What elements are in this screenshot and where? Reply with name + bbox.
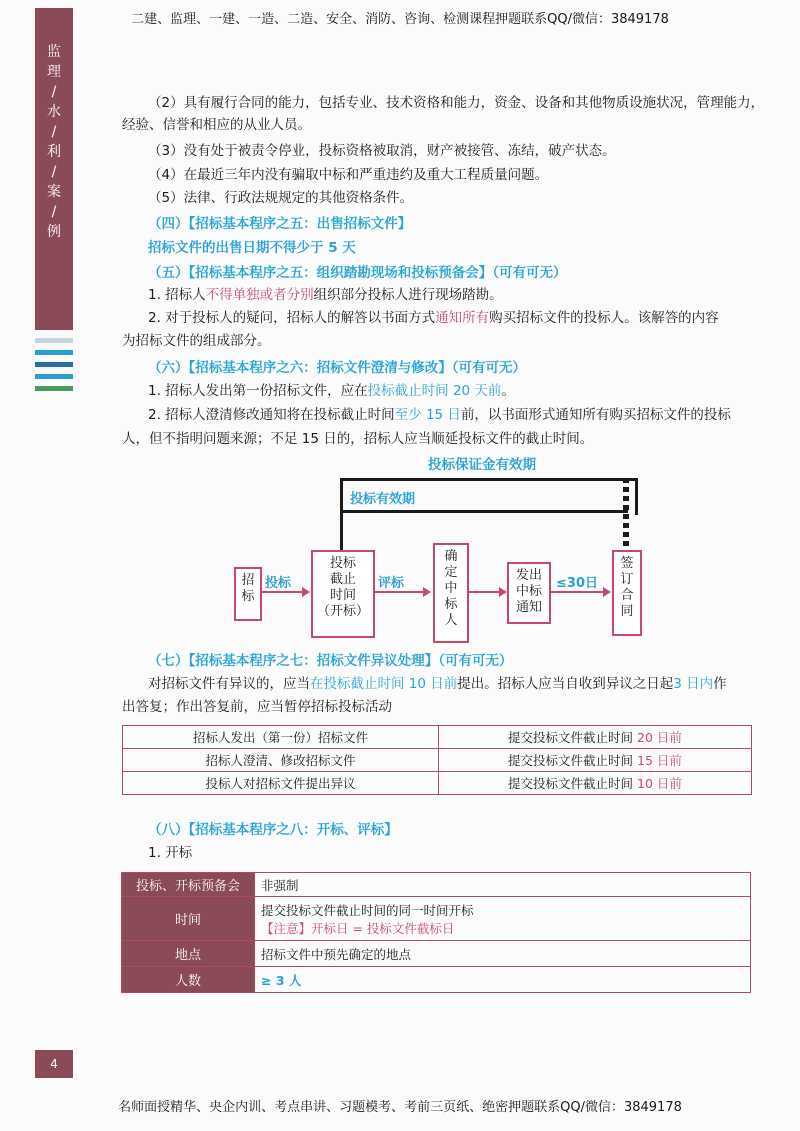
text-run-blue: 3 日内 bbox=[673, 676, 714, 692]
box-line: 定 bbox=[444, 565, 458, 580]
sidebar-char: 利 bbox=[47, 144, 61, 160]
sec5-p1 bbox=[148, 284, 503, 306]
page-number: 4 bbox=[35, 1050, 73, 1078]
opening-table bbox=[121, 872, 751, 993]
validity-bracket-bottom bbox=[340, 510, 628, 513]
row-label: 时间 bbox=[122, 897, 255, 941]
box-line: 订 bbox=[620, 572, 634, 587]
arrow-head bbox=[499, 587, 507, 597]
deadline-table bbox=[122, 725, 752, 795]
sidebar-label bbox=[35, 42, 73, 242]
table-cell bbox=[439, 772, 752, 795]
sidebar-char: 理 bbox=[47, 64, 61, 80]
sec6-p2-cont: 人，但不指明问题来源；不足 15 日的，招标人应当顺延投标文件的截止时间。 bbox=[122, 431, 594, 447]
table-cell: 投标人对招标文件提出异议 bbox=[123, 772, 439, 795]
sec5-p2 bbox=[148, 307, 768, 329]
text-run: 对招标文件有异议的，应当 bbox=[148, 676, 310, 692]
text-run: 前，以书面形式通知所有购买招标文件的投标 bbox=[460, 407, 731, 423]
row-value bbox=[255, 897, 751, 941]
table-row bbox=[123, 726, 752, 749]
text-run: 2. 对于投标人的疑问，招标人的解答以书面方式 bbox=[148, 310, 436, 326]
sec7-p1 bbox=[148, 673, 768, 695]
box-line: 中 bbox=[444, 581, 458, 596]
text-run: 提交投标文件截止时间 bbox=[508, 753, 634, 768]
text-run-blue: 投标截止时间 20 天前 bbox=[367, 383, 502, 399]
row-value: ≥ 3 人 bbox=[255, 967, 751, 993]
box-line: 确 bbox=[444, 549, 458, 564]
text-run-blue: 在投标截止时间 10 日前 bbox=[310, 676, 458, 692]
text-run: 提出。招标人应当自收到异议之日起 bbox=[457, 676, 674, 692]
box-determine-winner bbox=[433, 543, 469, 643]
arrow-head bbox=[423, 587, 431, 597]
text-run: 1. 招标人发出第一份招标文件，应在 bbox=[148, 383, 368, 399]
sec6-p2 bbox=[148, 404, 768, 426]
arrow-label-evaluate: 评标 bbox=[378, 576, 405, 591]
arrow-line bbox=[469, 591, 499, 593]
box-line: 中标 bbox=[515, 584, 542, 599]
arrow-head bbox=[302, 587, 310, 597]
header-banner: 二建、监理、一建、一造、二造、安全、消防、咨询、检测课程押题联系QQ/微信：3849178 bbox=[131, 12, 669, 27]
table-row bbox=[123, 749, 752, 772]
sidebar-char: 案 bbox=[47, 184, 61, 200]
box-bid-deadline bbox=[311, 550, 375, 638]
row-value: 非强制 bbox=[255, 873, 751, 897]
text-run: 提交投标文件截止时间 bbox=[508, 730, 634, 745]
sec5-title: （五）【招标基本程序之五：组织踏勘现场和投标预备会】（可有可无） bbox=[148, 265, 567, 281]
text-run-red: 不得单独或者分别 bbox=[205, 287, 314, 303]
value-text: 提交投标文件截止时间的同一时间开标 bbox=[261, 902, 474, 918]
diagram-title: 投标保证金有效期 bbox=[428, 457, 536, 473]
box-line: 截止 bbox=[329, 572, 356, 587]
text-run: 购买招标文件的投标人。该解答的内容 bbox=[489, 310, 719, 326]
box-notify-winner bbox=[507, 562, 551, 624]
sidebar-char: / bbox=[51, 164, 57, 180]
sec6-title: （六）【招标基本程序之六：招标文件澄清与修改】（可有可无） bbox=[148, 360, 526, 376]
box-line: 同 bbox=[620, 604, 634, 619]
sidebar-char: 监 bbox=[47, 44, 61, 60]
sidebar-stripe bbox=[35, 374, 73, 379]
sidebar-stripe bbox=[35, 362, 73, 367]
text-run-red: 15 日前 bbox=[637, 753, 682, 768]
arrow-label-30days: ≤30日 bbox=[556, 576, 598, 591]
text-run: 1. 招标人 bbox=[148, 287, 206, 303]
sidebar-stripe bbox=[35, 350, 73, 355]
text-run-red: 通知所有 bbox=[435, 310, 490, 326]
box-line: 通知 bbox=[515, 600, 542, 615]
box-line: 招 bbox=[241, 573, 255, 588]
table-cell bbox=[439, 749, 752, 772]
bracket-dots bbox=[623, 478, 629, 550]
table-row bbox=[122, 897, 751, 941]
sidebar-stripe bbox=[35, 338, 73, 343]
qual-line-4: （4）在最近三年内没有骗取中标和严重违约及重大工程质量问题。 bbox=[148, 167, 549, 183]
box-tender bbox=[234, 567, 262, 621]
box-line: （开标） bbox=[316, 604, 369, 619]
text-run: 组织部分投标人进行现场踏勘。 bbox=[313, 287, 503, 303]
sidebar-char: / bbox=[51, 124, 57, 140]
box-line: 投标 bbox=[329, 556, 356, 571]
text-run: 。 bbox=[501, 383, 515, 399]
row-label: 投标、开标预备会 bbox=[122, 873, 255, 897]
box-line: 人 bbox=[444, 613, 458, 628]
arrow-line bbox=[375, 591, 423, 593]
validity-label: 投标有效期 bbox=[350, 492, 416, 507]
deposit-bracket-left bbox=[340, 478, 343, 550]
sec6-p1 bbox=[148, 380, 515, 402]
box-sign-contract bbox=[612, 550, 642, 636]
arrow-label-bid: 投标 bbox=[265, 576, 292, 591]
box-line: 时间 bbox=[329, 588, 356, 603]
sec7-p2: 出答复；作出答复前，应当暂停招标投标活动 bbox=[122, 699, 392, 715]
table-row bbox=[122, 873, 751, 897]
box-line: 发出 bbox=[515, 568, 542, 583]
row-value: 招标文件中预先确定的地点 bbox=[255, 941, 751, 967]
row-label: 人数 bbox=[122, 967, 255, 993]
table-row bbox=[122, 967, 751, 993]
footer-banner: 名师面授精华、央企内训、考点串讲、习题模考、考前三页纸、绝密押题联系QQ/微信：3849178 bbox=[118, 1100, 682, 1115]
table-row bbox=[123, 772, 752, 795]
sidebar-stripe bbox=[35, 386, 73, 391]
qual-line-2b: 经验、信誉和相应的从业人员。 bbox=[122, 117, 311, 133]
sidebar-char: 水 bbox=[47, 104, 61, 120]
sidebar-char: / bbox=[51, 84, 57, 100]
table-cell: 招标人发出（第一份）招标文件 bbox=[123, 726, 439, 749]
arrow-head bbox=[603, 587, 611, 597]
sec8-sub: 1. 开标 bbox=[148, 845, 193, 861]
text-run: 提交投标文件截止时间 bbox=[508, 776, 634, 791]
sec5-p2-cont: 为招标文件的组成部分。 bbox=[122, 333, 271, 349]
sec4-title: （四）【招标基本程序之五：出售招标文件】 bbox=[148, 216, 412, 232]
qual-line-5: （5）法律、行政法规规定的其他资格条件。 bbox=[148, 190, 414, 206]
qual-line-2a: （2）具有履行合同的能力，包括专业、技术资格和能力，资金、设备和其他物质设施状况，管理能力， bbox=[148, 95, 765, 111]
arrow-line bbox=[262, 591, 302, 593]
box-line: 标 bbox=[241, 589, 255, 604]
note-text: 【注意】开标日 = 投标文件截标日 bbox=[261, 920, 455, 936]
text-run-red: 20 日前 bbox=[637, 730, 682, 745]
text-run-blue: 至少 15 日 bbox=[394, 407, 461, 423]
box-line: 合 bbox=[620, 588, 634, 603]
arrow-line bbox=[551, 591, 603, 593]
row-label: 地点 bbox=[122, 941, 255, 967]
text-run: 2. 招标人澄清修改通知将在投标截止时间 bbox=[148, 407, 395, 423]
table-cell: 招标人澄清、修改招标文件 bbox=[123, 749, 439, 772]
box-line: 标 bbox=[444, 597, 458, 612]
text-run-red: 10 日前 bbox=[637, 776, 682, 791]
sec4-note: 招标文件的出售日期不得少于 5 天 bbox=[148, 240, 356, 256]
table-cell bbox=[439, 726, 752, 749]
sec7-title: （七）【招标基本程序之七：招标文件异议处理】（可有可无） bbox=[148, 653, 513, 669]
sidebar-char: / bbox=[51, 204, 57, 220]
sidebar-char: 例 bbox=[47, 224, 61, 240]
qual-line-3: （3）没有处于被责令停业，投标资格被取消，财产被接管、冻结，破产状态。 bbox=[148, 143, 616, 159]
sec8-title: （八）【招标基本程序之八：开标、评标】 bbox=[148, 822, 398, 838]
text-run: 作 bbox=[713, 676, 727, 692]
table-row bbox=[122, 941, 751, 967]
box-line: 签 bbox=[620, 556, 634, 571]
